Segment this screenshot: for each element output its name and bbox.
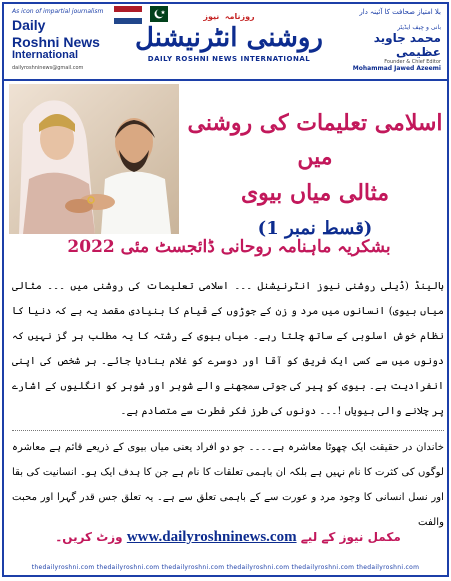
logo-english-text: DAILY ROSHNI NEWS INTERNATIONAL	[147, 55, 311, 63]
footer-suffix: وزٹ کریں۔	[55, 530, 123, 544]
footer-prefix: مکمل نیوز کے لیے	[300, 530, 401, 544]
source-credit: بشکریہ ماہنامہ روحانی ڈائجسٹ مئی 2022	[67, 237, 391, 257]
newspaper-header	[4, 4, 447, 81]
article-body	[12, 274, 444, 541]
brand-tagline: As icon of impartial journalism	[12, 8, 104, 15]
article-title	[184, 106, 446, 246]
founder-name-urdu: محمد جاوید عظیمی	[373, 31, 441, 59]
episode-number: (قسط نمبر 1)	[257, 218, 373, 239]
footer-cta	[12, 529, 444, 546]
brand-email: dailyroshninews@gmail.com	[12, 65, 84, 71]
brand-name-line3: International	[12, 49, 79, 61]
brand-name-line1: Daily	[12, 17, 46, 33]
article-page	[2, 2, 449, 577]
logo-main-text: روشنی انٹرنیشنل	[135, 23, 323, 53]
founder-label: بانی و چیف ایڈیٹر	[397, 24, 441, 31]
watermark-strip: thedailyroshni.com thedailyroshni.com thedailyroshni.com thedailyroshni.com thedailyroshni.com thedailyroshni.com	[31, 564, 420, 571]
logo-daily-label: روزنامہ	[224, 12, 255, 21]
brand-block-english	[12, 8, 112, 71]
title-line2: مثالی میاں بیوی	[240, 180, 390, 206]
paragraph-1: ہالینڈ (ڈیلی روشنی نیوز انٹرنیشنل ۔۔۔ اسلامی تعلیمات کی روشنی میں ۔۔۔ مثالی میاں بیوی) انسانوں میں مرد و زن کے جوڑوں کے قیام کا بنیادی مقصد یہ ہے کہ دنیا کا نظام خوش اسلوبی کے ساتھ چلتا رہے۔ میاں بیوی کے رشتہ کا یہ مطلب ہر گز نہیں کہ دونوں میں سے کسی ایک فریق کو آقا اور دوسرے کو غلام بنادیا جائے۔ ہر شخص کی اپنی انفرادیت ہے۔ بیوی کو پیر کی جوتی سمجھنے والے شوہر اور شوہر کو انگلیوں کے اشارے پر چلانے والی بیویاں !۔۔۔ دونوں کی طرز فکر فطرت سے متصادم ہے۔	[12, 281, 444, 417]
footer-line	[12, 529, 444, 546]
logo-news-label: نیوز	[203, 12, 220, 21]
paragraph-divider	[12, 430, 444, 431]
urdu-logo	[114, 12, 344, 70]
founder-name-english: Mohammad Jawed Azeemi	[352, 65, 441, 72]
paragraph-2: خاندان در حقیقت ایک چھوٹا معاشرہ ہے۔۔۔۔ جو دو افراد یعنی میاں بیوی کے ذریعے قائم ہے معاشرہ لوگوں کی کثرت کا نام نہیں ہے بلکہ ان باہمی تعلقات کا نام ہے جن کا ہدف ایک ہو۔ انسانیت کی بقا اور نسل انسانی کا وجود مرد و عورت سے کے باہمی تعلق سے ہے۔ یہ تعلق جس قدر گہرا اور محبت والفت	[12, 442, 444, 528]
founder-block	[341, 8, 441, 72]
brand-name-line2: Roshni News	[12, 34, 100, 50]
logo-small-text	[114, 12, 344, 21]
wedding-couple-photo	[9, 84, 179, 234]
founder-role: Founder & Chief Editor	[384, 59, 441, 65]
title-line1: اسلامی تعلیمات کی روشنی میں	[187, 110, 443, 170]
website-link[interactable]: www.dailyroshninews.com	[126, 529, 297, 545]
urdu-tagline: بلا امتیاز صحافت کا آئینہ دار	[359, 8, 441, 16]
